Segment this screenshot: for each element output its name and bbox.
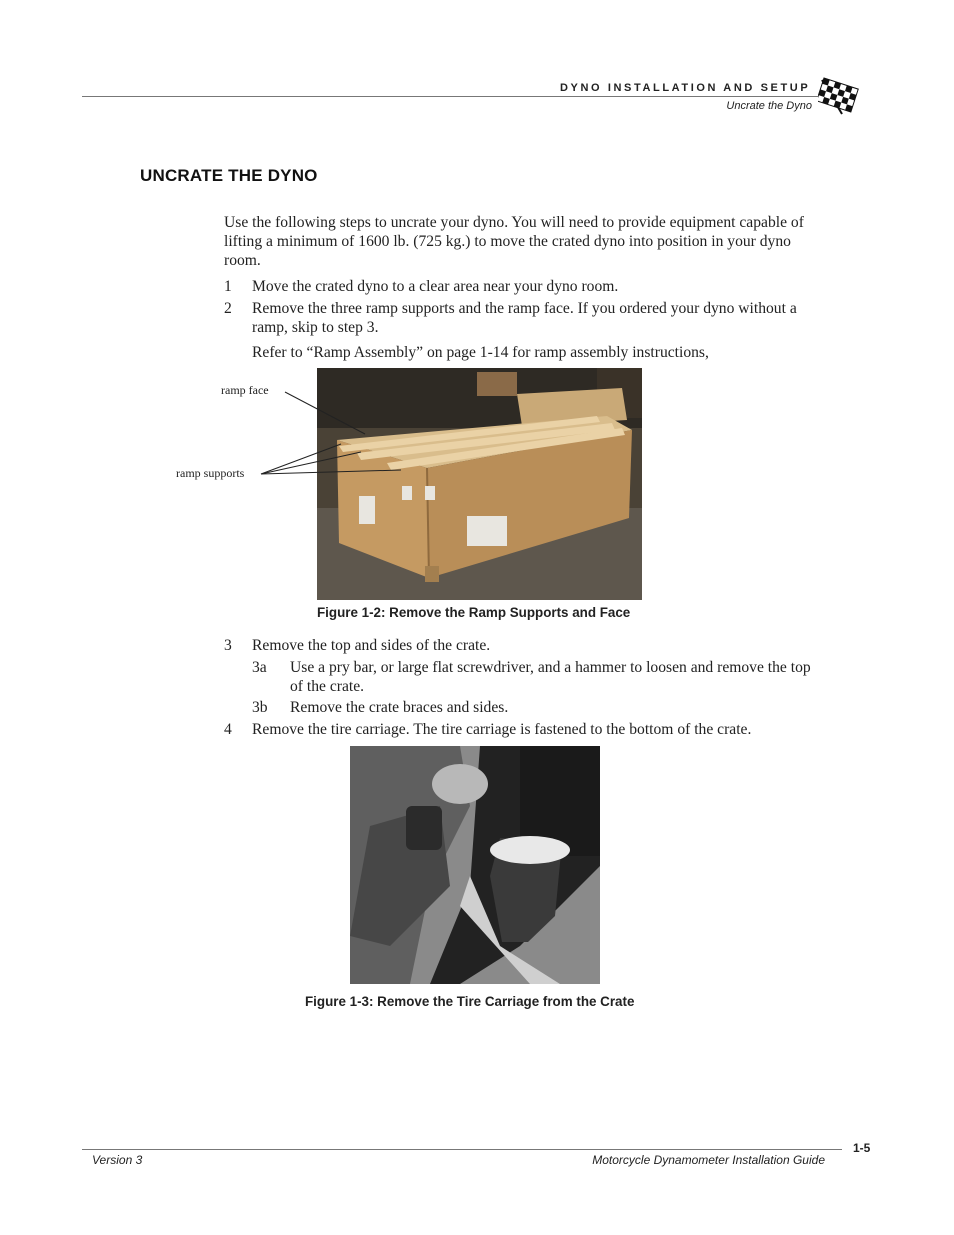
- step-number: 1: [224, 278, 232, 295]
- step-text: Move the crated dyno to a clear area near your dyno room.: [252, 278, 619, 295]
- step-number: 3: [224, 637, 232, 654]
- footer-version: Version 3: [92, 1153, 143, 1167]
- running-header-chapter: DYNO INSTALLATION AND SETUP: [560, 82, 811, 94]
- footer-guide-title: Motorcycle Dynamometer Installation Guide: [592, 1153, 825, 1167]
- step-note: Refer to “Ramp Assembly” on page 1-14 for ramp assembly instructions,: [252, 344, 709, 361]
- substep-number: 3a: [252, 659, 267, 676]
- header-rule: [82, 96, 820, 97]
- step-number: 2: [224, 300, 232, 317]
- checkered-flag-icon: [818, 74, 866, 118]
- step-number: 4: [224, 721, 232, 738]
- tire-carriage-photo: [350, 746, 600, 984]
- running-header-section: Uncrate the Dyno: [726, 100, 812, 112]
- step-text: Remove the top and sides of the crate.: [252, 637, 491, 654]
- substep-text: Remove the crate braces and sides.: [290, 699, 509, 716]
- callout-ramp-supports: ramp supports: [176, 466, 245, 480]
- intro-paragraph: Use the following steps to uncrate your dyno. You will need to provide equipment capable of lifting a minimum of 1600 lb. (725 kg.) to move the crated dyno into position in your dyno room.: [224, 214, 804, 269]
- step-text: Remove the tire carriage. The tire carriage is fastened to the bottom of the crate.: [252, 721, 752, 738]
- substep-number: 3b: [252, 699, 268, 716]
- page-number: 1-5: [853, 1141, 871, 1155]
- substep-text: Use a pry bar, or large flat screwdriver, and a hammer to loosen and remove the top of the crate.: [290, 659, 811, 695]
- callout-ramp-face: ramp face: [221, 383, 269, 397]
- footer-rule: [82, 1149, 842, 1150]
- callout-leader-lines: [255, 380, 415, 490]
- tire-carriage-photo-illustration: [350, 746, 600, 984]
- step-text: Remove the three ramp supports and the ramp face. If you ordered your dyno without a ramp, skip to step 3.: [252, 300, 797, 336]
- section-title: UNCRATE THE DYNO: [140, 166, 318, 185]
- figure-caption: Figure 1-2: Remove the Ramp Supports and Face: [317, 605, 631, 620]
- figure-caption: Figure 1-3: Remove the Tire Carriage from the Crate: [305, 994, 635, 1009]
